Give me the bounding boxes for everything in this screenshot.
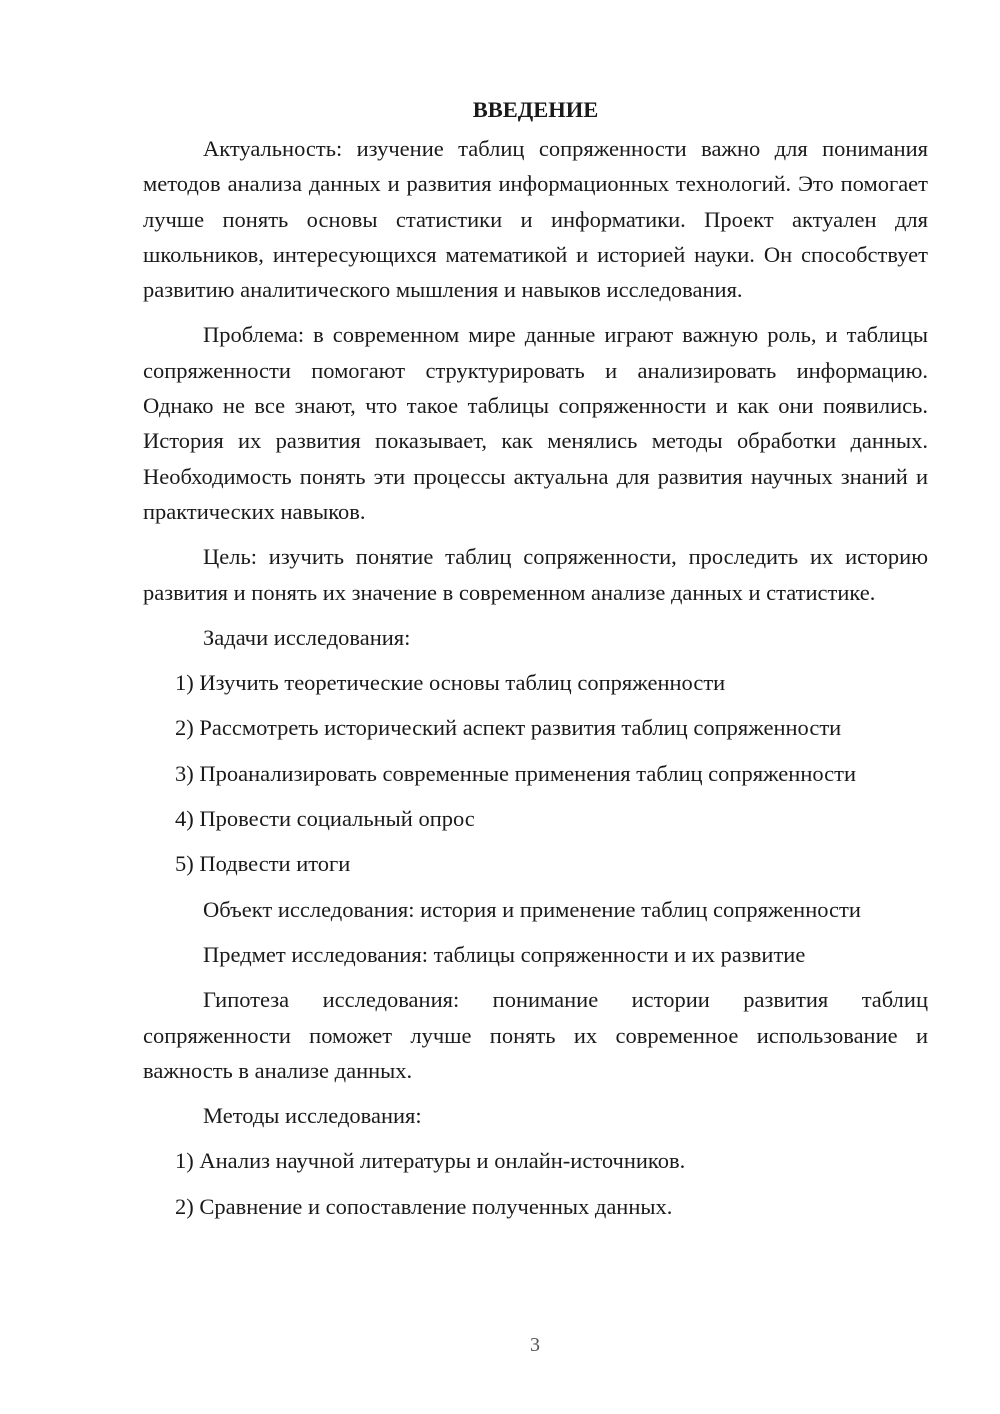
page-title: ВВЕДЕНИЕ <box>472 97 599 122</box>
subject-paragraph: Предмет исследования: таблицы сопряженности и их развитие <box>203 941 806 967</box>
task-item: 1) Изучить теоретические основы таблиц сопряженности <box>175 670 726 696</box>
relevance-paragraph: Актуальность: изучение таблиц сопряженности важно для понимания методов анализа данных и развития информационных технологий. Это помогает лучше понять основы статистики и информатики. Проект актуален для школьников, интересующихся математикой и историей науки. Он способствует развитию аналитического мышления и навыков исследования. <box>143 136 928 303</box>
task-item: 4) Провести социальный опрос <box>175 806 475 832</box>
methods-heading: Методы исследования: <box>203 1103 422 1129</box>
method-item: 1) Анализ научной литературы и онлайн-источников. <box>175 1148 686 1174</box>
problem-paragraph: Проблема: в современном мире данные играют важную роль, и таблицы сопряженности помогают структурировать и анализировать информацию. Однако не все знают, что такое таблицы сопряженности и как они появились. История их развития показывает, как менялись методы обработки данных. Необходимость понять эти процессы актуальна для развития научных знаний и практических навыков. <box>143 322 928 524</box>
object-paragraph: Объект исследования: история и применение таблиц сопряженности <box>203 896 861 922</box>
goal-paragraph: Цель: изучить понятие таблиц сопряженности, проследить их историю развития и понять их значение в современном анализе данных и статистике. <box>143 544 928 605</box>
task-item: 3) Проанализировать современные применения таблиц сопряженности <box>175 760 857 786</box>
method-item: 2) Сравнение и сопоставление полученных данных. <box>175 1193 673 1219</box>
tasks-heading: Задачи исследования: <box>203 624 411 650</box>
task-item: 2) Рассмотреть исторический аспект развития таблиц сопряженности <box>175 715 842 741</box>
page-number: 3 <box>530 1334 540 1356</box>
page-content <box>143 92 928 1234</box>
task-item: 5) Подвести итоги <box>175 851 351 877</box>
hypothesis-paragraph: Гипотеза исследования: понимание истории развития таблиц сопряженности поможет лучше понять их современное использование и важность в анализе данных. <box>143 987 928 1083</box>
